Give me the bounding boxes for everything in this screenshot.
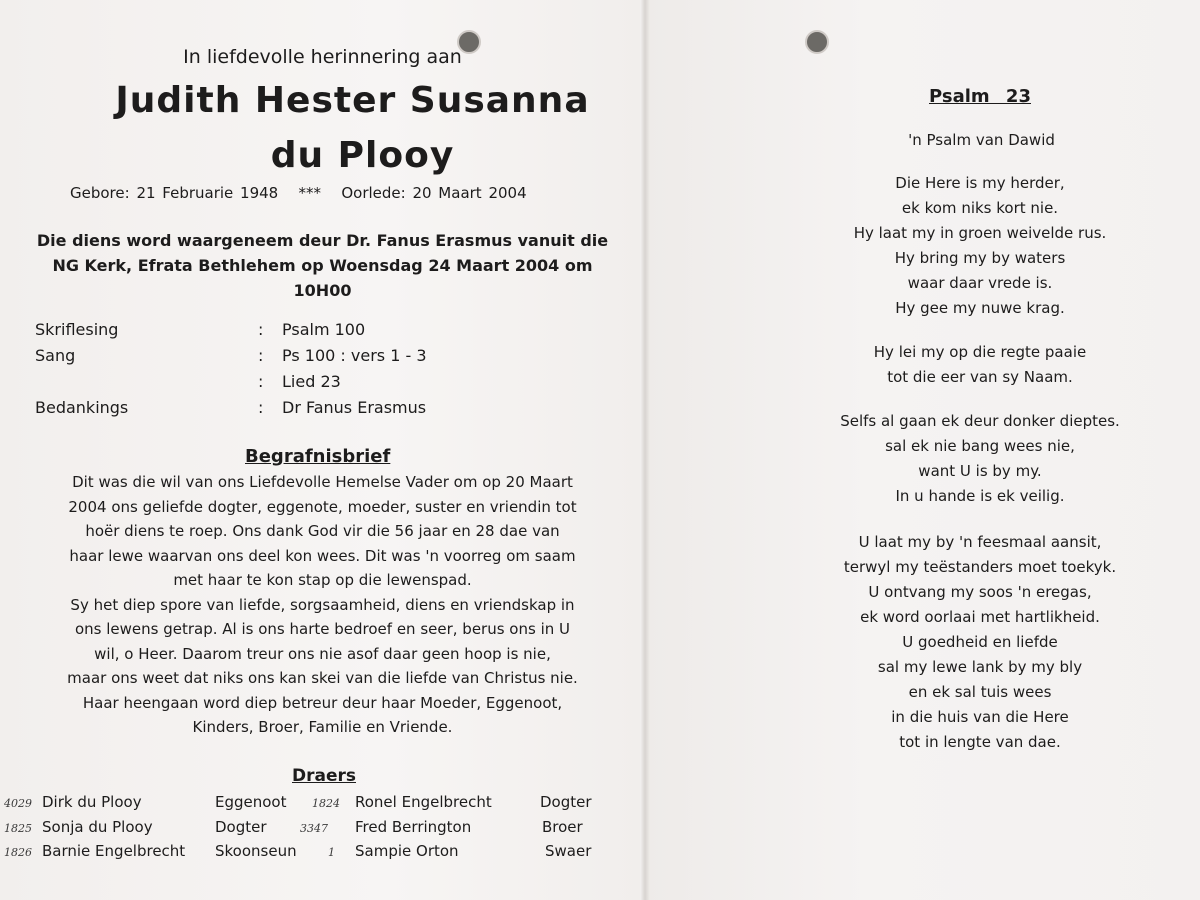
psalm-line: Hy bring my by waters	[894, 249, 1066, 267]
handwritten-note: 4029	[4, 797, 32, 810]
psalm-line: ek word oorlaai met hartlikheid.	[860, 608, 1100, 626]
letter-line: met haar te kon stap op die lewenspad.	[173, 571, 472, 589]
psalm-title: Psalm 23	[929, 86, 1031, 107]
psalm-line: Hy gee my nuwe krag.	[895, 299, 1065, 317]
letter-line: Sy het diep spore van liefde, sorgsaamheid, diens en vriendskap in	[70, 595, 575, 614]
psalm-line: U goedheid en liefde	[902, 633, 1058, 651]
handwritten-note: 1824	[312, 797, 340, 810]
punch-hole	[805, 30, 829, 54]
bearer-name: Sonja du Plooy	[42, 818, 153, 836]
service-line: NG Kerk, Efrata Bethlehem op Woensdag 24 Maart 2004 om	[52, 256, 593, 275]
psalm-stanza	[645, 409, 1200, 509]
bearer-relation: Eggenoot	[215, 793, 287, 811]
handwritten-note: 1826	[4, 846, 32, 859]
birth-death-dates: Gebore: 21 Februarie 1948 *** Oorlede: 20 Maart 2004	[70, 184, 527, 202]
letter-line: ons lewens getrap. Al is ons harte bedroef en seer, berus ons in U	[75, 620, 570, 638]
psalm-line: Die Here is my herder,	[895, 174, 1065, 192]
letter-line: Haar heengaan word diep betreur deur haar Moeder, Eggenoot,	[82, 693, 563, 712]
funeral-letter	[0, 470, 645, 740]
bearer-name: Fred Berrington	[355, 818, 472, 836]
psalm-line: U ontvang my soos 'n eregas,	[868, 583, 1092, 601]
bearer-name: Sampie Orton	[355, 842, 459, 860]
letter-heading: Begrafnisbrief	[245, 446, 391, 467]
program-separator: :	[258, 320, 264, 339]
service-line: Die diens word waargeneem deur Dr. Fanus Erasmus vanuit die	[36, 231, 609, 250]
psalm-line: tot die eer van sy Naam.	[887, 368, 1073, 386]
psalm-line: en ek sal tuis wees	[908, 683, 1052, 701]
letter-line: hoër diens te roep. Ons dank God vir die 56 jaar en 28 dae van	[85, 522, 560, 540]
psalm-stanza	[645, 530, 1200, 755]
intro-text: In liefdevolle herinnering aan	[183, 46, 462, 68]
psalm-line: want U is by my.	[918, 462, 1042, 480]
letter-line: haar lewe waarvan ons deel kon wees. Dit was 'n voorreg om saam	[69, 546, 576, 565]
psalm-line: In u hande is ek veilig.	[895, 487, 1065, 505]
bearers-heading: Draers	[292, 766, 356, 786]
bearer-name: Ronel Engelbrecht	[355, 793, 492, 811]
bearer-relation: Skoonseun	[215, 842, 297, 860]
psalm-line: Selfs al gaan ek deur donker dieptes.	[840, 412, 1120, 430]
psalm-stanza	[645, 171, 1200, 321]
psalm-line: sal ek nie bang wees nie,	[885, 437, 1075, 455]
deceased-name-line1: Judith Hester Susanna	[115, 80, 590, 121]
program-label: Skriflesing	[35, 320, 119, 339]
bearer-relation: Dogter	[540, 793, 592, 811]
letter-line: 2004 ons geliefde dogter, eggenote, moeder, suster en vriendin tot	[68, 497, 577, 516]
psalm-line: waar daar vrede is.	[907, 274, 1053, 292]
bearer-name: Barnie Engelbrecht	[42, 842, 186, 860]
program-label: Sang	[35, 346, 76, 365]
handwritten-note: 3347	[300, 822, 328, 835]
psalm-line: in die huis van die Here	[891, 708, 1069, 726]
deceased-name-line2: du Plooy	[270, 135, 455, 176]
bearer-relation: Swaer	[545, 842, 592, 860]
psalm-subtitle: 'n Psalm van Dawid	[908, 131, 1055, 149]
bearer-name: Dirk du Plooy	[42, 793, 142, 811]
service-line: 10H00	[293, 281, 352, 300]
service-info	[0, 228, 645, 303]
program-value: Dr Fanus Erasmus	[282, 398, 427, 417]
handwritten-note: 1	[328, 846, 335, 859]
program-value: Lied 23	[282, 372, 341, 391]
psalm-stanza	[645, 340, 1200, 390]
program-separator: :	[258, 372, 264, 391]
program-value: Ps 100 : vers 1 - 3	[282, 346, 427, 365]
psalm-line: terwyl my teëstanders moet toekyk.	[843, 558, 1117, 576]
psalm-line: tot in lengte van dae.	[899, 733, 1061, 751]
letter-line: maar ons weet dat niks ons kan skei van die liefde van Christus nie.	[67, 669, 578, 687]
program-separator: :	[258, 346, 264, 365]
psalm-line: sal my lewe lank by my bly	[877, 658, 1083, 676]
psalm-line: Hy lei my op die regte paaie	[873, 343, 1087, 361]
handwritten-note: 1825	[4, 822, 32, 835]
bearer-relation: Dogter	[215, 818, 267, 836]
bearer-relation: Broer	[542, 818, 583, 836]
program-label: Bedankings	[35, 398, 129, 417]
program-value: Psalm 100	[282, 320, 366, 339]
letter-line: wil, o Heer. Daarom treur ons nie asof daar geen hoop is nie,	[94, 644, 551, 663]
letter-line: Dit was die wil van ons Liefdevolle Hemelse Vader om op 20 Maart	[72, 473, 573, 491]
program-separator: :	[258, 398, 264, 417]
psalm-line: U laat my by 'n feesmaal aansit,	[858, 533, 1102, 551]
psalm-line: ek kom niks kort nie.	[901, 199, 1059, 217]
psalm-line: Hy laat my in groen weivelde rus.	[853, 224, 1107, 242]
letter-line: Kinders, Broer, Familie en Vriende.	[192, 718, 453, 736]
